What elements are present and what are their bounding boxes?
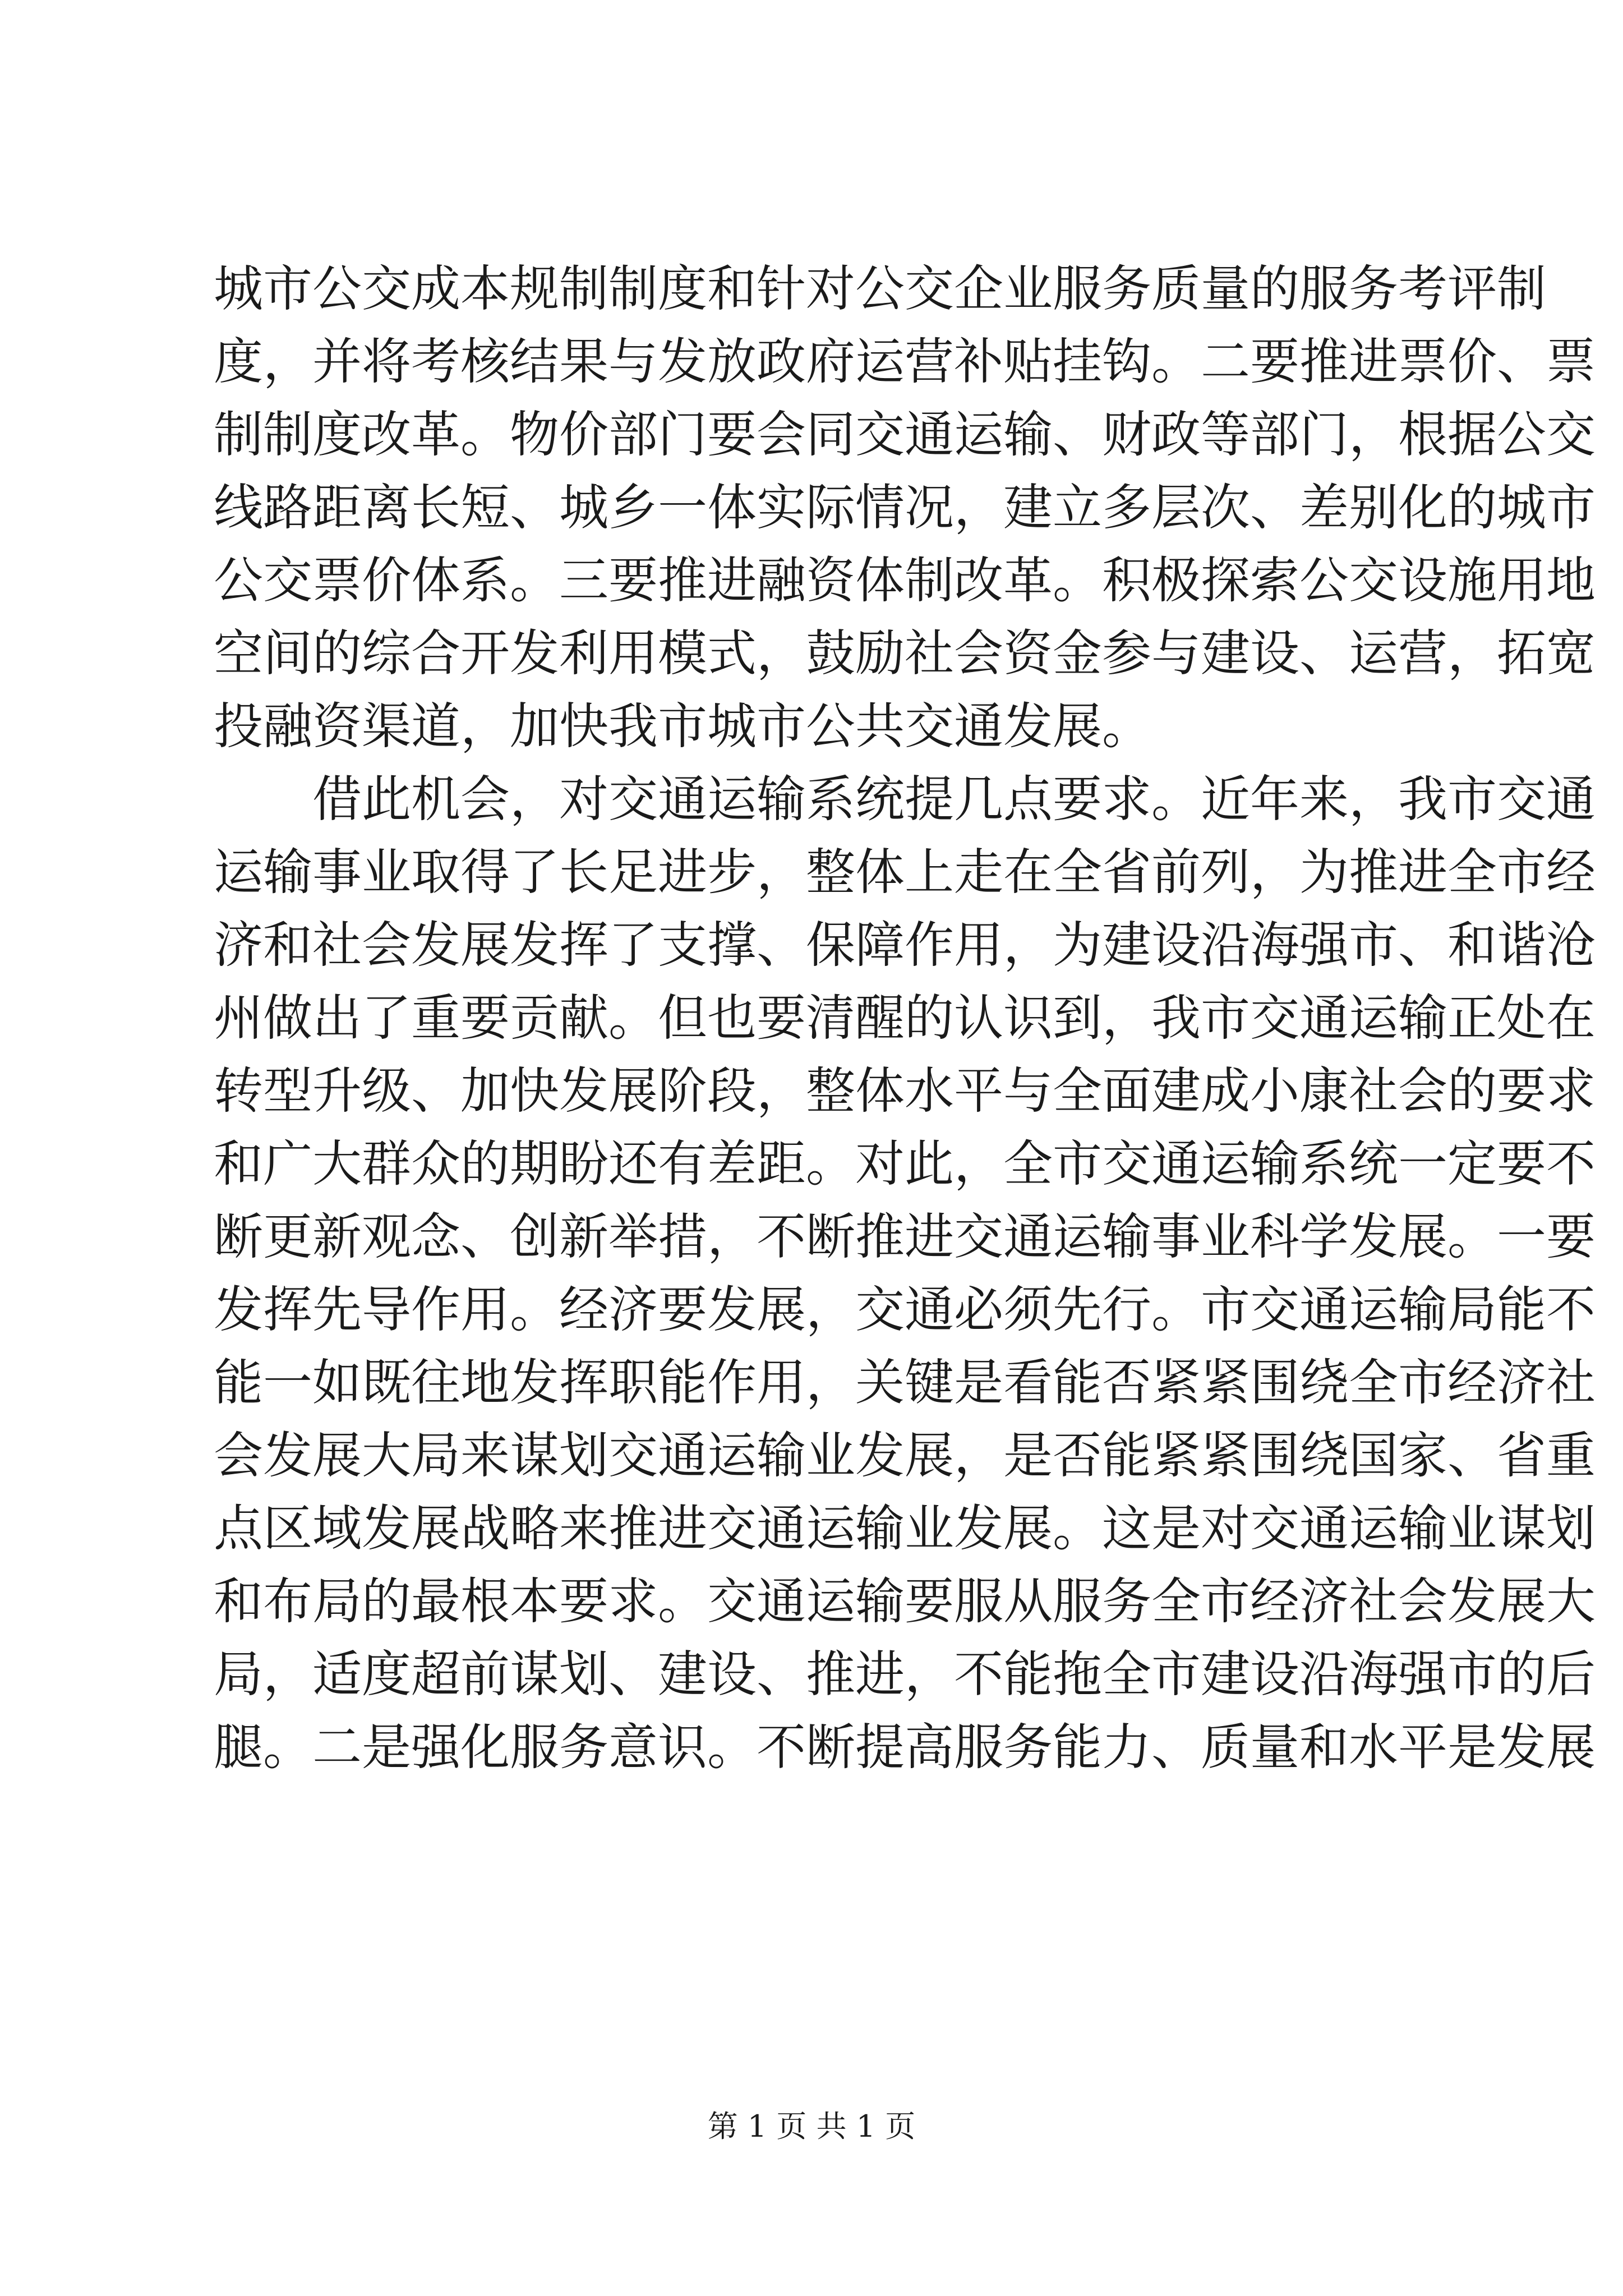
paragraph-start-line: 借此机会，对交通运输系统提几点要求。近年来，我市交通 (312, 770, 1596, 828)
text-line: 城市公交成本规制制度和针对公交企业服务质量的服务考评制 (214, 260, 1547, 318)
text-line: 空间的综合开发利用模式，鼓励社会资金参与建设、运营，拓宽 (214, 624, 1596, 682)
text-line: 和广大群众的期盼还有差距。对此，全市交通运输系统一定要不 (214, 1135, 1596, 1193)
text-line: 局，适度超前谋划、建设、推进，不能拖全市建设沿海强市的后 (214, 1645, 1596, 1703)
text-line: 点区域发展战略来推进交通运输业发展。这是对交通运输业谋划 (214, 1499, 1596, 1557)
text-line: 运输事业取得了长足进步，整体上走在全省前列，为推进全市经 (214, 843, 1596, 901)
text-line: 度，并将考核结果与发放政府运营补贴挂钩。二要推进票价、票 (214, 333, 1596, 390)
document-body (214, 252, 1596, 1784)
text-line: 制制度改革。物价部门要会同交通运输、财政等部门，根据公交 (214, 406, 1596, 463)
text-line: 腿。二是强化服务意识。不断提高服务能力、质量和水平是发展 (214, 1718, 1596, 1776)
page-number-footer: 第 1 页 共 1 页 (707, 2109, 916, 2144)
text-line: 转型升级、加快发展阶段，整体水平与全面建成小康社会的要求 (214, 1062, 1596, 1120)
text-line: 能一如既往地发挥职能作用，关键是看能否紧紧围绕全市经济社 (214, 1354, 1596, 1411)
text-line: 发挥先导作用。经济要发展，交通必须先行。市交通运输局能不 (214, 1281, 1596, 1338)
text-line: 断更新观念、创新举措，不断推进交通运输事业科学发展。一要 (214, 1208, 1596, 1266)
text-line: 投融资渠道，加快我市城市公共交通发展。 (214, 697, 1152, 755)
text-line: 会发展大局来谋划交通运输业发展，是否能紧紧围绕国家、省重 (214, 1427, 1596, 1484)
text-line: 线路距离长短、城乡一体实际情况，建立多层次、差别化的城市 (214, 478, 1596, 536)
text-line: 和布局的最根本要求。交通运输要服从服务全市经济社会发展大 (214, 1572, 1596, 1630)
text-line: 州做出了重要贡献。但也要清醒的认识到，我市交通运输正处在 (214, 989, 1596, 1047)
text-line: 公交票价体系。三要推进融资体制改革。积极探索公交设施用地 (214, 551, 1596, 609)
text-line: 济和社会发展发挥了支撑、保障作用，为建设沿海强市、和谐沧 (214, 916, 1596, 974)
